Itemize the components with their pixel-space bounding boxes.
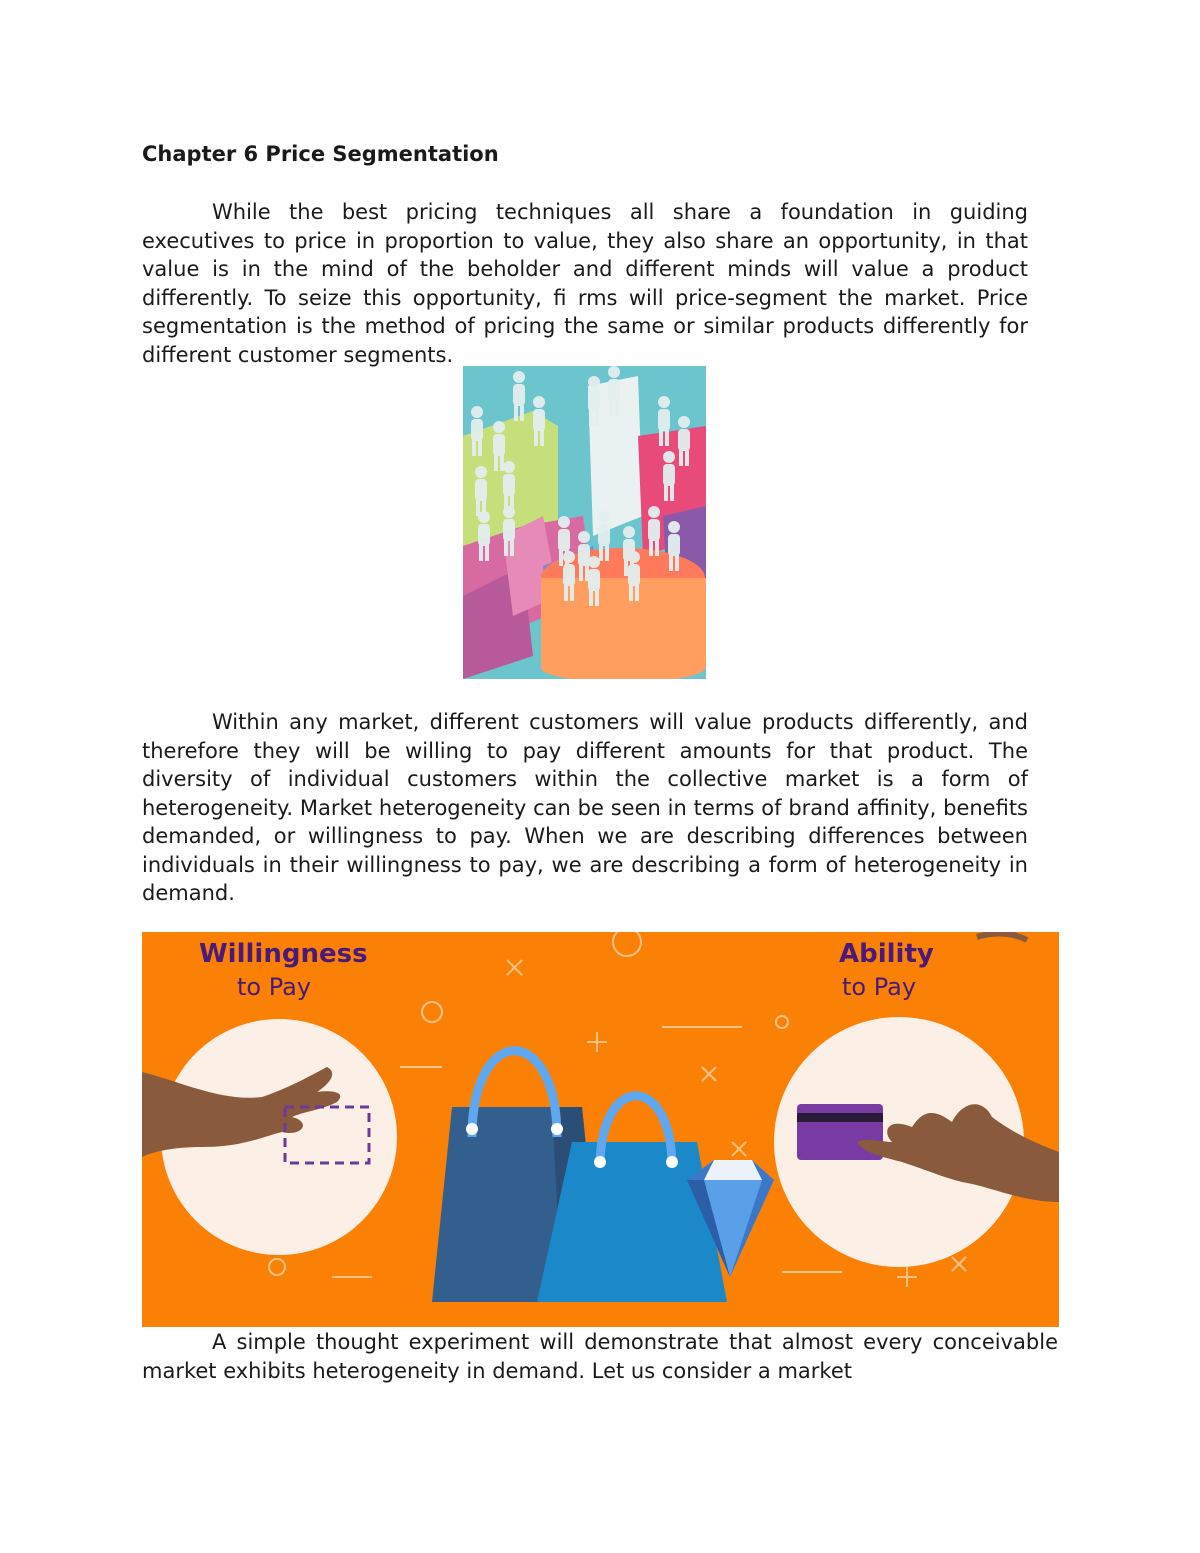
paragraph-1-text: While the best pricing techniques all share a foundation in guiding executives to price in proportion to value, they also share an opportunity, in that value is in the mind of the beholder and different minds will value a product differently. To seize this opportunity, fi rms will price-segment the market. Price segmentation is the method of pricing the same or similar products differently for different customer segments. [142, 200, 1028, 367]
paragraph-3-text: A simple thought experiment will demonstrate that almost every conceivable market exhibits heterogeneity in demand. Let us consider a market [142, 1330, 1058, 1383]
willingness-ability-illustration [142, 932, 1059, 1327]
paragraph-2 [142, 708, 1028, 908]
paragraph-2-text: Within any market, different customers will value products differently, and therefore they will be willing to pay different amounts for that product. The diversity of individual customers within the collective market is a form of heterogeneity. Market heterogeneity can be seen in terms of brand affinity, benefits demanded, or willingness to pay. When we are describing differences between individuals in their willingness to pay, we are describing a form of heterogeneity in demand. [142, 710, 1028, 905]
chapter-title: Chapter 6 Price Segmentation [142, 142, 499, 166]
left-subheading: to Pay [237, 973, 312, 1001]
segmentation-crowd-illustration [463, 366, 706, 679]
paragraph-1 [142, 198, 1028, 369]
right-heading: Ability [839, 939, 934, 969]
right-subheading: to Pay [842, 973, 917, 1001]
left-heading: Willingness [199, 939, 368, 969]
paragraph-3 [142, 1328, 1058, 1385]
